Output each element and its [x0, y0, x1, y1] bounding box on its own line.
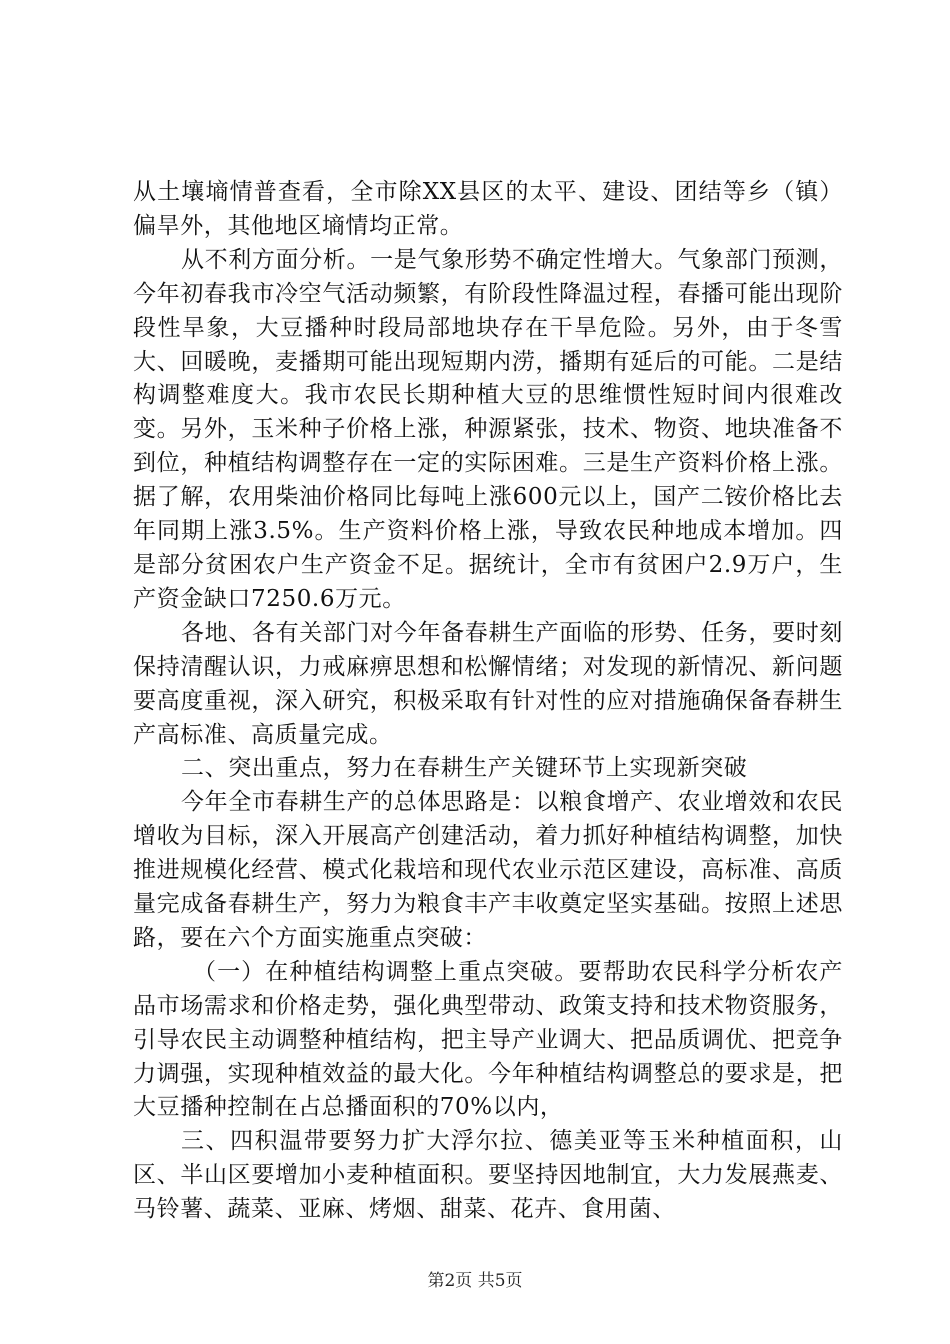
paragraph-unfavorable-factors: 从不利方面分析。一是气象形势不确定性增大。气象部门预测，今年初春我市冷空气活动频繁，有阶段性降温过程，春播可能出现阶段性旱象，大豆播种时段局部地块存在干旱危险。另外，由于冬雪大、回暖晚，麦播期可能出现短期内涝，播期有延后的可能。二是结构调整难度大。我市农民长期种植大豆的思维惯性短时间内很难改变。另外，玉米种子价格上涨，种源紧张，技术、物资、地块准备不到位，种植结构调整存在一定的实际困难。三是生产资料价格上涨。据了解，农用柴油价格同比每吨上涨600元以上，国产二铵价格比去年同期上涨3.5%。生产资料价格上涨，导致农民种地成本增加。四是部分贫困农户生产资金不足。据统计，全市有贫困户2.9万户，生产资金缺口7250.6万元。: [133, 246, 843, 612]
paragraph-departments-awareness: 各地、各有关部门对今年备春耕生产面临的形势、任务，要时刻保持清醒认识，力戒麻痹思想和松懈情绪；对发现的新情况、新问题要高度重视，深入研究，积极采取有针对性的应对措施确保备春耕生产高标准、高质量完成。: [133, 619, 843, 748]
section-heading-two: 二、突出重点，努力在春耕生产关键环节上实现新突破: [181, 755, 748, 782]
paragraph-accumulated-temperature: 三、四积温带要努力扩大浮尔拉、德美亚等玉米种植面积，山区、半山区要增加小麦种植面积。要坚持因地制宜，大力发展燕麦、马铃薯、蔬菜、亚麻、烤烟、甜菜、花卉、食用菌、: [133, 1128, 843, 1223]
paragraph-soil-moisture: 从土壤墒情普查看，全市除XX县区的太平、建设、团结等乡（镇）偏旱外，其他地区墒情均正常。: [133, 179, 843, 239]
page-footer: 第2页 共5页: [427, 1271, 523, 1291]
document-body: [133, 176, 843, 1227]
paragraph-overall-approach: 今年全市春耕生产的总体思路是：以粮食增产、农业增效和农民增收为目标，深入开展高产创建活动，着力抓好种植结构调整，加快推进规模化经营、模式化栽培和现代农业示范区建设，高标准、高质量完成备春耕生产，努力为粮食丰产丰收奠定坚实基础。按照上述思路，要在六个方面实施重点突破：: [133, 789, 843, 951]
paragraph-item-one: （一）在种植结构调整上重点突破。要帮助农民科学分析农产品市场需求和价格走势，强化典型带动、政策支持和技术物资服务，引导农民主动调整种植结构，把主导产业调大、把品质调优、把竞争力调强，实现种植效益的最大化。今年种植结构调整总的要求是，把大豆播种控制在占总播面积的70%以内，: [133, 958, 843, 1121]
